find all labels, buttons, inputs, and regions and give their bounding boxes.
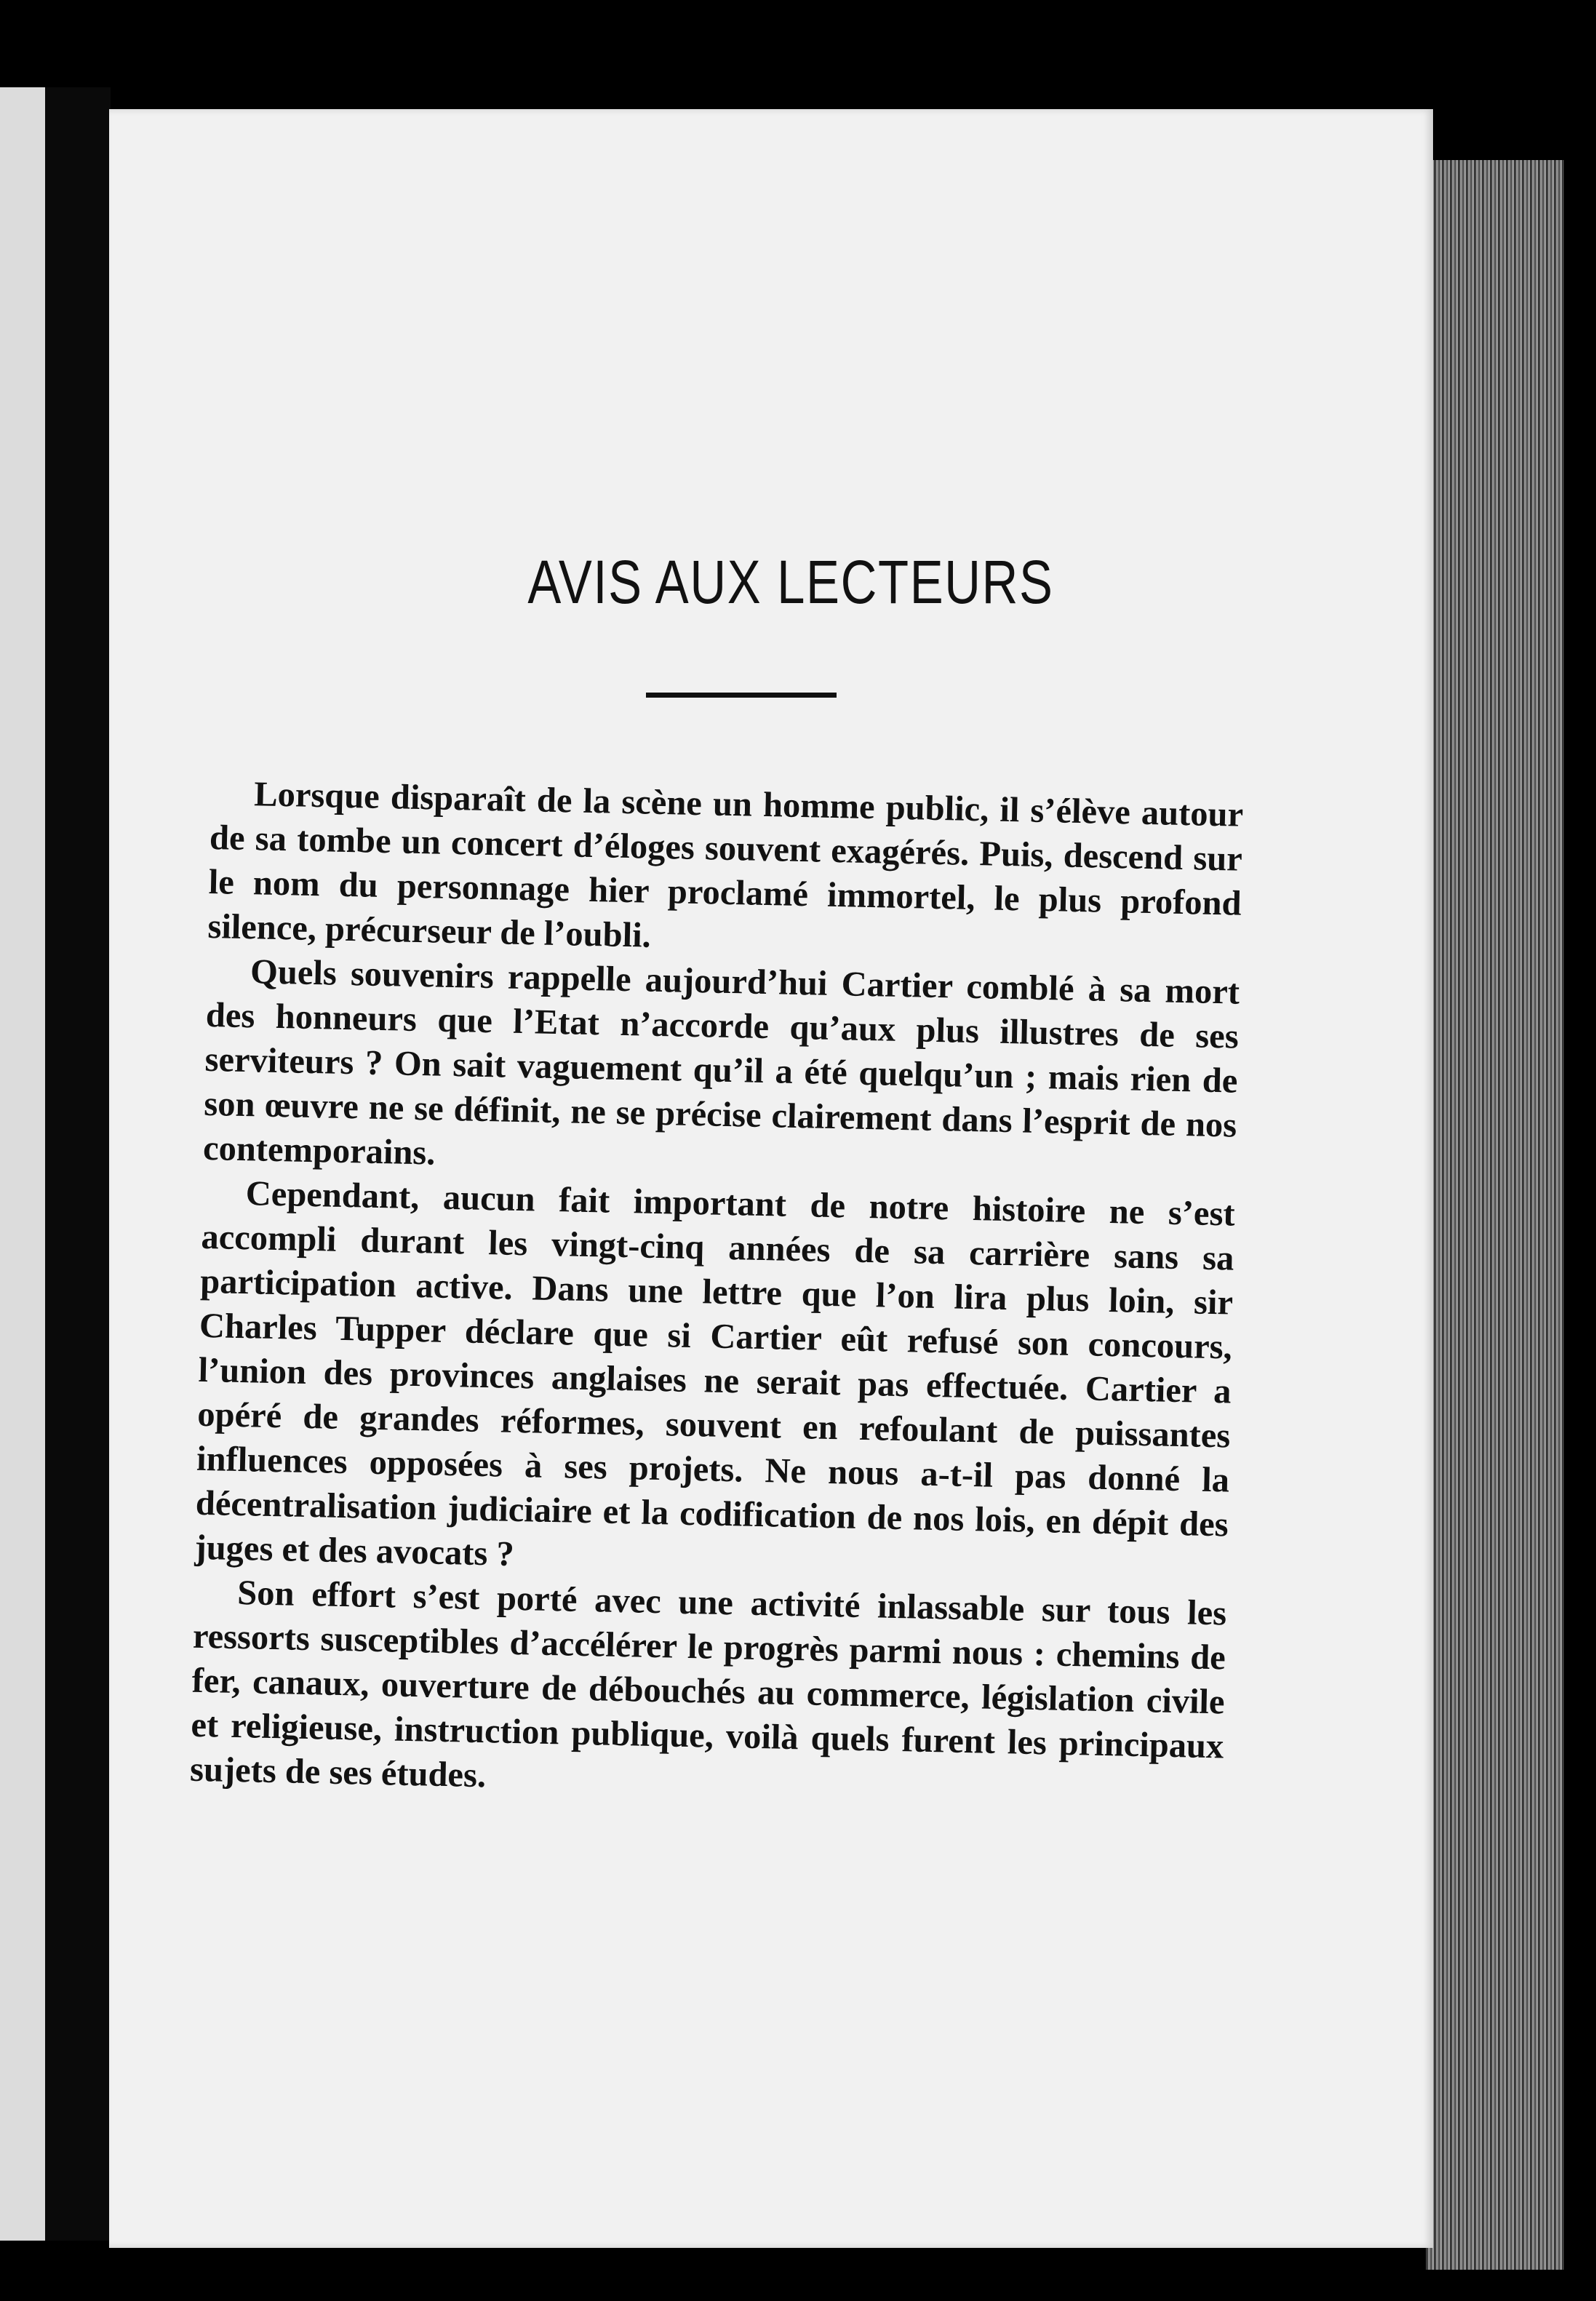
paragraph-2: Quels souvenirs rappelle aujourd’hui Cartier comblé à sa mort des honneurs que l’Etat n’accorde qu’aux plus illustres de ses serviteurs ? On sait vaguement qu’il a été quelqu’un ; mais rien de son œuvre ne se définit, ne se précise clairement dans l’esprit de nos contemporains. bbox=[202, 952, 1240, 1173]
left-page-edge bbox=[0, 87, 45, 2241]
title-rule bbox=[646, 693, 837, 698]
page-stack-edge bbox=[1426, 160, 1564, 2270]
body-text bbox=[190, 771, 1244, 1813]
paragraph-1: Lorsque disparaît de la scène un homme public, il s’élève autour de sa tombe un concert d’éloges souvent exagérés. Puis, descend sur le nom du personnage hier proclamé immortel, le plus profond silence, précurseur de l’oubli. bbox=[207, 775, 1244, 955]
paragraph-4: Son effort s’est porté avec une activité inlassable sur tous les ressorts susceptibles d’accélérer le progrès parmi nous : chemins de fer, canaux, ouverture de débouchés au commerce, législation civile et religieuse, instruction publique, voilà quels furent les principaux sujets de ses études. bbox=[189, 1574, 1227, 1795]
book-binding bbox=[45, 87, 111, 2241]
paragraph-3: Cependant, aucun fait important de notre histoire ne s’est accompli durant les vingt-cinq années de sa carrière sans sa participation active. Dans une lettre que l’on lira plus loin, sir Charles Tupper déclare que si Cartier eût refusé son concours, l’union des provinces anglaises ne serait pas effectuée. Cartier a opéré de grandes réformes, souvent en refoulant de puissantes influences opposées à ses projets. Ne nous a-t-il pas donné la décentralisation judiciaire et la codification de nos lois, en dépit des juges et des avocats ? bbox=[194, 1174, 1236, 1574]
page-title: AVIS AUX LECTEURS bbox=[527, 548, 1054, 616]
